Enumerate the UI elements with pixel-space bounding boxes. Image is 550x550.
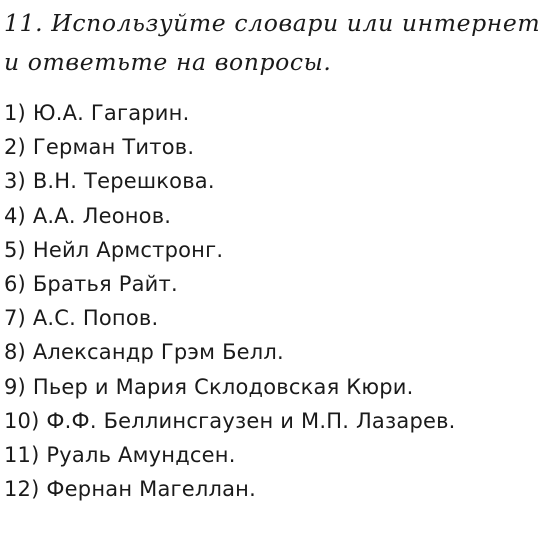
answer-item-10: 10) Ф.Ф. Беллинсгаузен и М.П. Лазарев. bbox=[4, 408, 456, 433]
answer-item-5: 5) Нейл Армстронг. bbox=[4, 237, 224, 262]
answer-item-11: 11) Руаль Амундсен. bbox=[4, 443, 236, 468]
task-heading bbox=[4, 4, 550, 82]
answer-list bbox=[4, 96, 550, 506]
answer-item-1: 1) Ю.А. Гагарин. bbox=[4, 101, 190, 125]
task-heading-line-2: и ответьте на вопросы. bbox=[4, 48, 332, 76]
answer-item-6: 6) Братья Райт. bbox=[4, 272, 178, 297]
answer-item-12: 12) Фернан Магеллан. bbox=[4, 477, 256, 502]
task-heading-line-1: 11. Используйте словари или интернет bbox=[4, 9, 541, 37]
answer-item-3: 3) В.Н. Терешкова. bbox=[4, 169, 215, 194]
answer-item-8: 8) Александр Грэм Белл. bbox=[4, 340, 284, 365]
answer-item-7: 7) А.С. Попов. bbox=[4, 306, 159, 331]
answer-item-4: 4) А.А. Леонов. bbox=[4, 203, 172, 228]
answer-item-2: 2) Герман Титов. bbox=[4, 135, 195, 160]
answer-item-9: 9) Пьер и Мария Склодовская Кюри. bbox=[4, 374, 414, 399]
